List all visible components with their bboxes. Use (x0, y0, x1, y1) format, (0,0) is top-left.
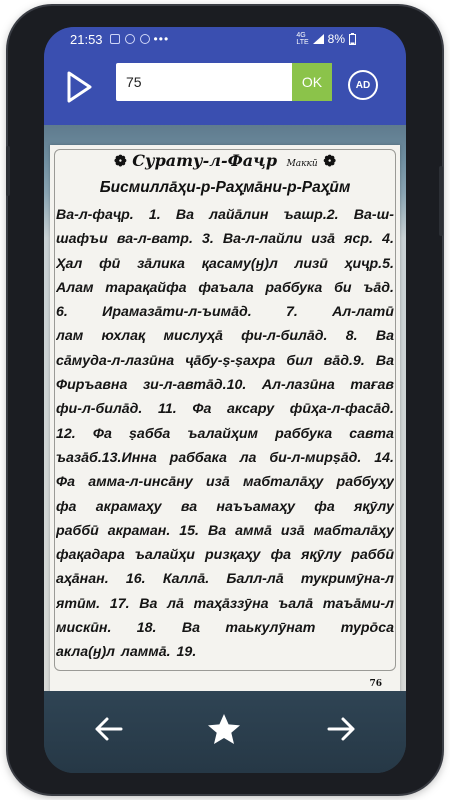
previous-page-button[interactable] (88, 709, 128, 749)
word: фӣ (99, 255, 121, 272)
word: Ва (375, 352, 394, 369)
word: мискӣн. (56, 620, 112, 637)
word: акрамаҳу (95, 498, 162, 515)
word: изā (205, 474, 230, 491)
word: ва-л-ватр. (116, 231, 193, 248)
word: би (334, 279, 352, 296)
word: Ал-лазӣна (261, 377, 335, 394)
text-line (56, 373, 394, 397)
word: ъалā (278, 595, 314, 612)
word: 19. (176, 644, 197, 661)
word: лā (167, 595, 184, 612)
bottom-navigation (44, 691, 406, 773)
verse-text (56, 203, 394, 665)
word: раббӣ (351, 547, 394, 564)
word: турōса (340, 620, 394, 637)
word: 12. (56, 425, 76, 442)
word: фа (314, 498, 335, 515)
word: мабталāҳу (242, 474, 324, 491)
surah-name: Сурату-л-Фаҷр (132, 151, 278, 170)
word: раббӣ (56, 522, 99, 539)
surah-type: Маккӣ (286, 159, 318, 169)
text-line (56, 276, 394, 300)
text-line (56, 397, 394, 421)
word: ъазāб.13.Инна (56, 449, 157, 466)
battery-icon (349, 33, 356, 45)
star-icon (207, 713, 241, 745)
word: раббуҳу (336, 474, 394, 491)
word: 16. (125, 571, 146, 588)
word: Фиръавна (56, 377, 128, 394)
word: мислуҳā (163, 328, 223, 345)
word: 14. (374, 449, 394, 466)
viber-icon (140, 34, 150, 44)
word: ламмā. (121, 644, 171, 661)
text-line (56, 349, 394, 373)
word: ла (239, 449, 257, 466)
word: яқӯлу (354, 498, 394, 515)
word: ъалайҳи (134, 547, 195, 564)
word: ризқаҳу (205, 547, 261, 564)
status-time: 21:53 (70, 31, 103, 47)
word: амма-л-инсāну (88, 474, 193, 491)
more-notifications-dots: ••• (153, 32, 170, 46)
word: акла(ӈ)л (56, 644, 115, 661)
word: юхлақ (101, 328, 146, 345)
system-icons (296, 32, 356, 46)
image-icon (110, 34, 120, 44)
word: ъашр.2. (283, 207, 339, 223)
word: Ирамазāти-л-ъимāд. (102, 304, 252, 321)
arrow-right-icon (327, 716, 357, 742)
text-line (56, 567, 394, 591)
word: 11. (158, 401, 177, 418)
word: шафъи (56, 231, 108, 248)
network-type: 4G LTE (296, 32, 309, 46)
word: ҷāбу-ṣ-ṣахра (185, 352, 276, 369)
word: фи-л-билāд. (241, 328, 328, 345)
battery-percent: 8% (327, 32, 345, 46)
power-button (439, 166, 443, 236)
arrow-left-icon (93, 716, 123, 742)
word: яср. (344, 231, 373, 248)
word: акраман. (107, 522, 171, 539)
word: 6. (56, 304, 68, 321)
word: лизӣ (294, 255, 328, 272)
word: таҳāззӯна (193, 595, 269, 612)
text-line (56, 592, 394, 616)
word: аммā (235, 522, 272, 539)
word: фа (56, 498, 77, 515)
text-line (56, 543, 394, 567)
word: раббука (265, 279, 323, 296)
next-page-button[interactable] (322, 709, 362, 749)
word: раббука (275, 425, 333, 442)
word: таькулӯнат (225, 620, 316, 637)
word: қасаму(ӈ)л (201, 255, 278, 272)
word: бил (286, 352, 313, 369)
ornament-left-icon: ❁ (114, 152, 127, 170)
word: Ал-латӣ (332, 304, 394, 321)
ad-button[interactable]: AD (348, 70, 378, 100)
page-search-box (116, 63, 328, 101)
page-number-input[interactable] (116, 63, 292, 101)
word: 15. (179, 522, 200, 539)
messenger-icon (125, 34, 135, 44)
word: Ва (175, 207, 194, 223)
surah-title (50, 151, 400, 170)
text-line (56, 616, 394, 640)
word: лайāлин (209, 207, 269, 223)
text-line (56, 252, 394, 276)
word: 8. (345, 328, 358, 345)
word: ъалайҳим (187, 425, 258, 442)
text-line (56, 446, 394, 470)
word: тарақайфа (105, 279, 187, 296)
word: Ва (375, 328, 394, 345)
screen (44, 27, 406, 773)
word: Каллā. (162, 571, 210, 588)
bismillah: Бисмиллāҳи-р-Раҳ̣мāни-р-Раҳ̣ӣм (99, 179, 351, 196)
word: фӣҳа-л-фасāд. (289, 401, 394, 418)
word: Ва (139, 595, 158, 612)
text-line (56, 495, 394, 519)
word: фа (270, 547, 292, 564)
word: аксару (227, 401, 275, 418)
word: Ва-л-лайли (222, 231, 303, 248)
notification-icons (110, 34, 150, 44)
text-line (56, 203, 394, 227)
text-line (56, 422, 394, 446)
word: ъāд. (363, 279, 394, 296)
ok-button[interactable]: OK (292, 63, 332, 101)
page-number: 76 (369, 679, 382, 689)
word: 17. (109, 595, 130, 612)
word: таъāми-л (322, 595, 394, 612)
word: ṣабба (129, 425, 171, 442)
book-page (50, 145, 400, 693)
word: аҳāнан. (56, 571, 109, 588)
word: Балл-лā (226, 571, 284, 588)
word: Ва (207, 522, 227, 539)
word: изā (311, 231, 336, 248)
word: Фа (92, 425, 112, 442)
word: Ва-л-фаҷр. (56, 207, 134, 223)
word: лам (56, 328, 84, 345)
volume-button (6, 146, 10, 196)
text-line (56, 300, 394, 324)
favorite-button[interactable] (204, 709, 244, 749)
word: изā (280, 522, 305, 539)
word: зāлика (137, 255, 185, 272)
word: савта (349, 425, 394, 442)
play-triangle-icon (64, 69, 94, 105)
word: Фа (56, 474, 75, 491)
word: фаъала (198, 279, 254, 296)
text-line (56, 227, 394, 251)
ornament-right-icon: ❁ (323, 152, 336, 170)
text-line (56, 519, 394, 543)
word: Ва-ш- (353, 207, 394, 223)
word: зи-л-автāд.10. (142, 377, 247, 394)
word: тағав (350, 377, 394, 394)
word: Алам (56, 279, 94, 296)
word: раббака (169, 449, 227, 466)
word: ятӣм. (56, 595, 101, 612)
signal-icon (313, 34, 324, 44)
word: 4. (382, 231, 394, 248)
word: мабталāҳу (313, 522, 394, 539)
word: ҳиҷр.5. (344, 255, 394, 272)
word: 1. (148, 207, 161, 223)
text-line (56, 470, 394, 494)
word: фақадара (56, 547, 125, 564)
word: 7. (286, 304, 298, 321)
word: яқӯлу (301, 547, 342, 564)
page-viewer[interactable] (44, 125, 406, 691)
word: фи-л-билāд. (56, 401, 143, 418)
text-line (56, 640, 394, 664)
word: 3. (201, 231, 214, 248)
word: би-л-мирṣāд. (269, 449, 362, 466)
word: вāд.9. (323, 352, 365, 369)
text-line (56, 324, 394, 348)
word: Фа (192, 401, 212, 418)
play-button[interactable] (64, 69, 94, 105)
word: Ва (181, 620, 201, 637)
word: Ҳал (56, 255, 83, 272)
word: ва (180, 498, 198, 515)
word: 18. (136, 620, 157, 637)
word: наъъамаҳу (216, 498, 295, 515)
word: тукримӯна-л (300, 571, 394, 588)
status-bar (44, 27, 406, 51)
word: са̄муда-л-лазӣна (56, 352, 175, 369)
